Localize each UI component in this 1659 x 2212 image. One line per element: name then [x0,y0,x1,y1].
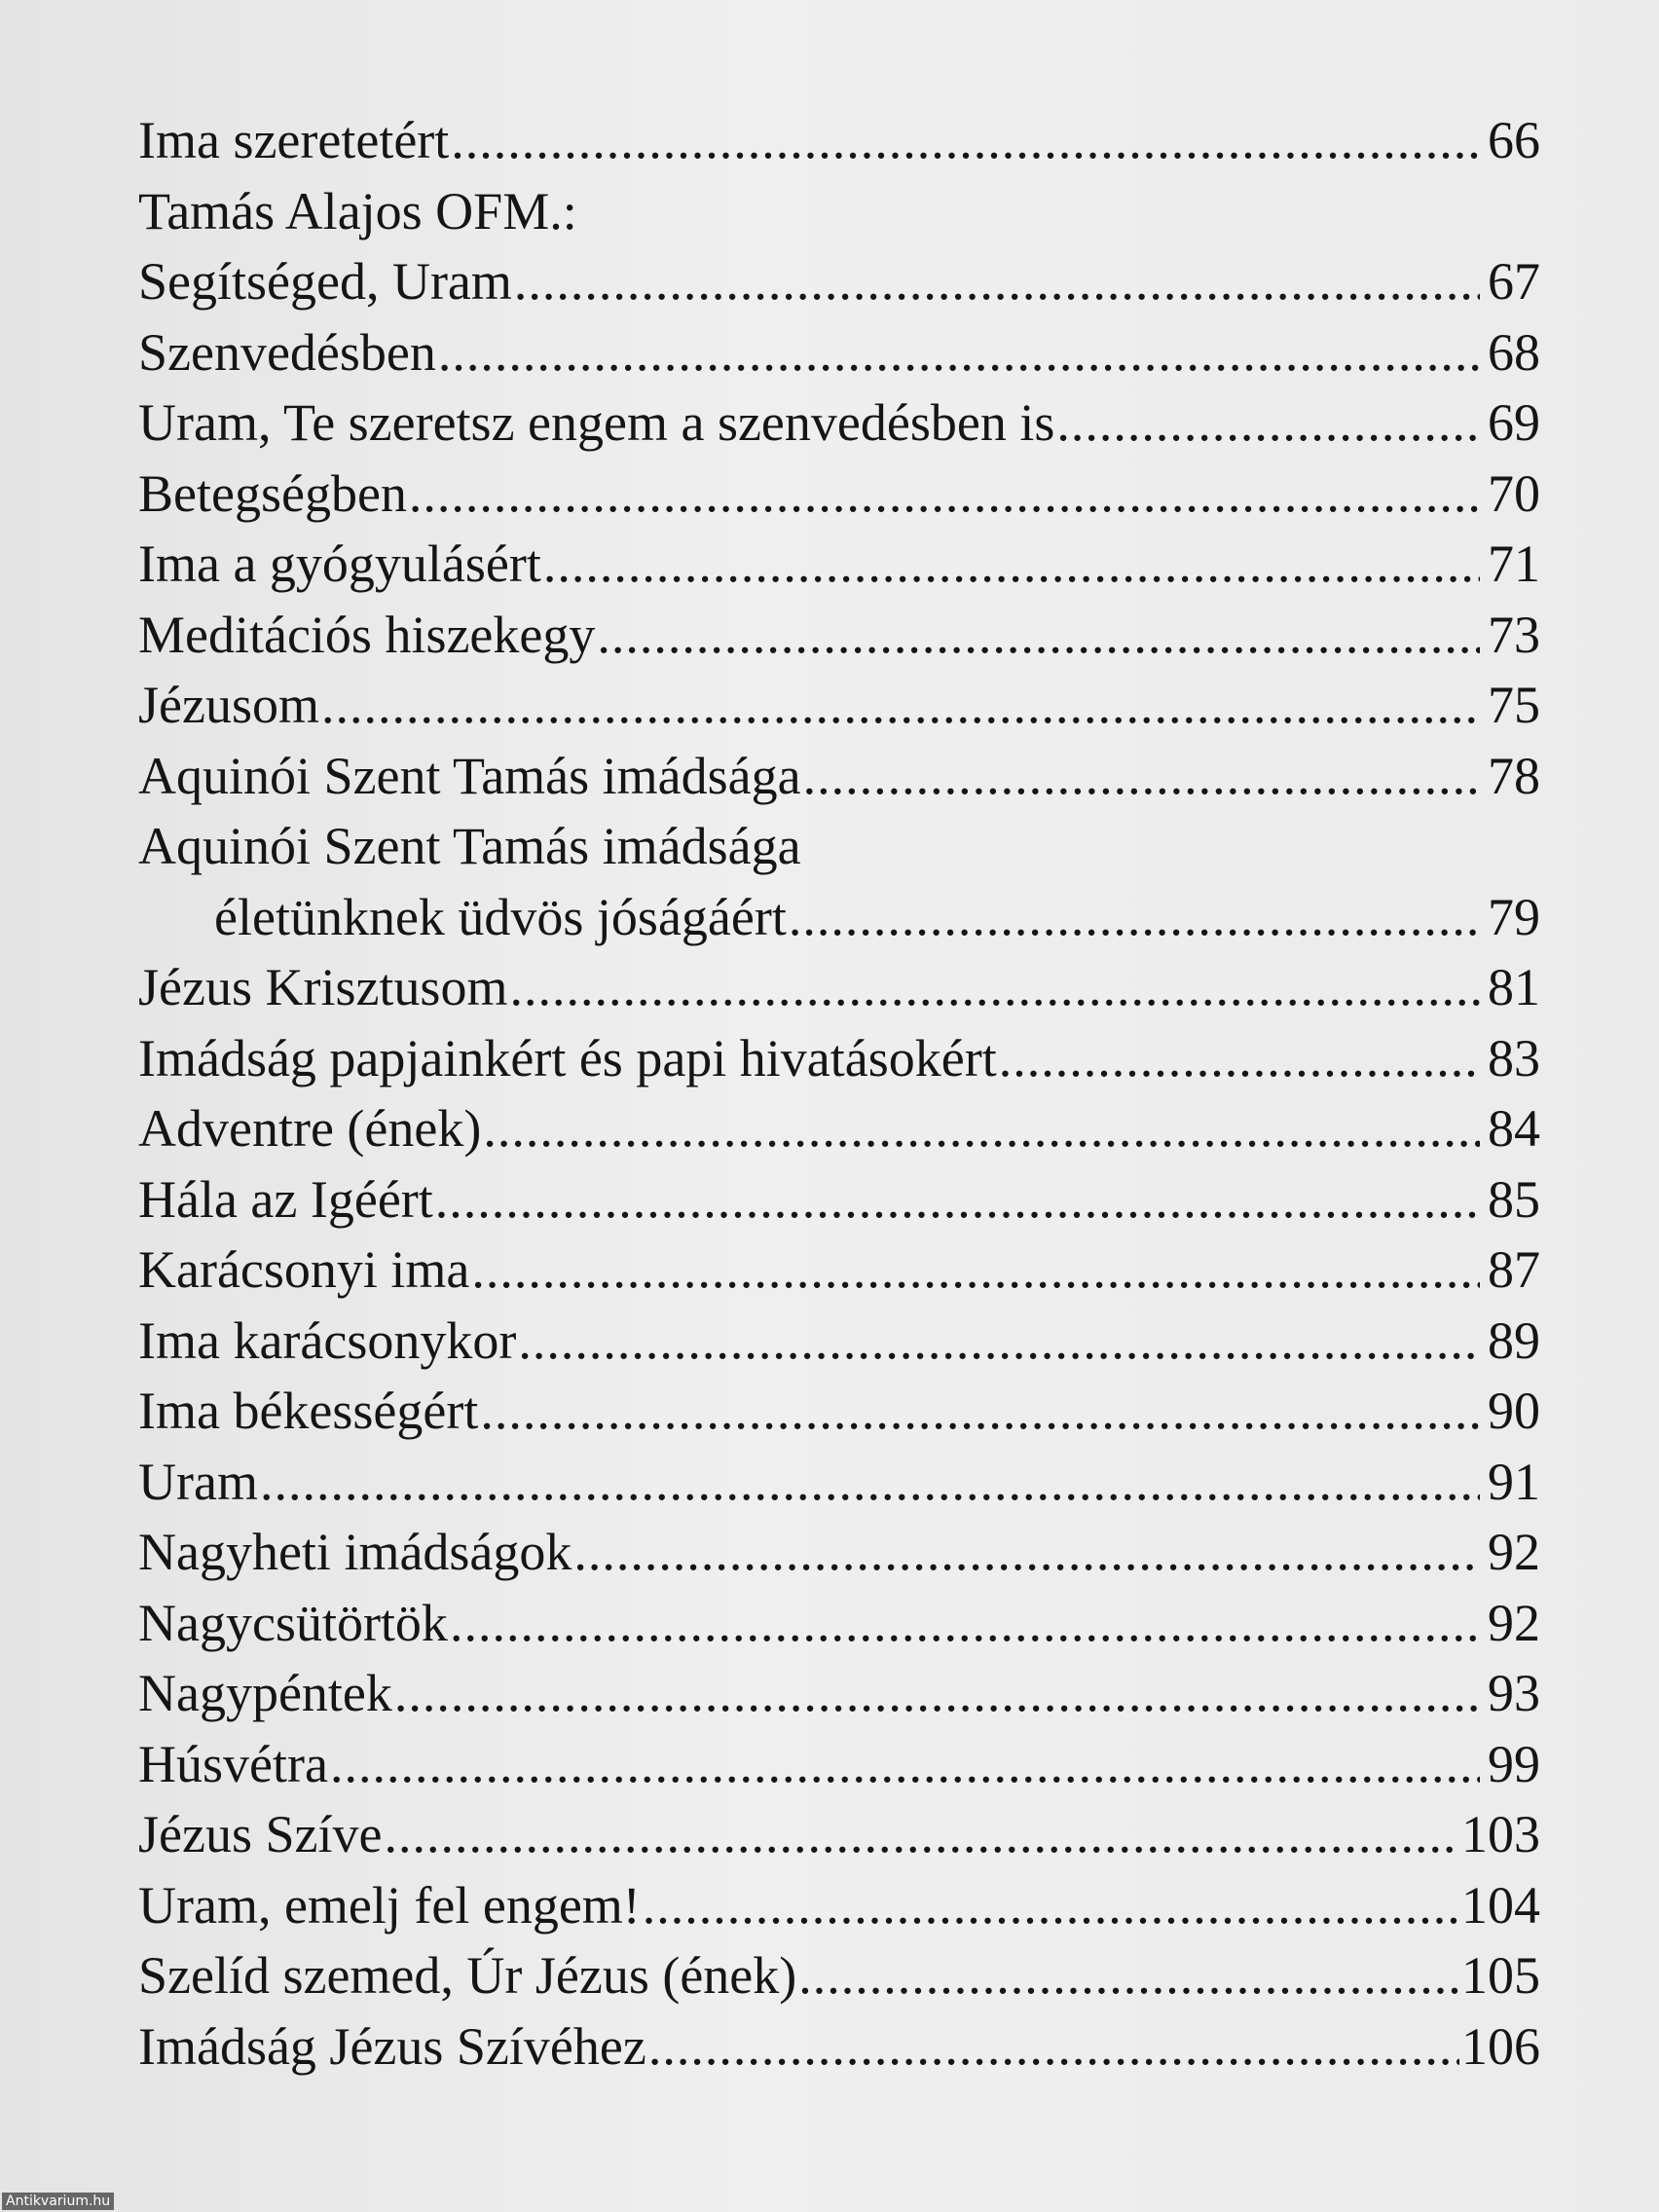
toc-title: Szenvedésben [138,322,436,382]
toc-page-number: 81 [1488,958,1540,1016]
toc-title: Imádság Jézus Szívéhez [138,2016,646,2076]
toc-page-number: 92 [1488,1523,1540,1581]
toc-entry [138,1023,1540,1094]
dot-leader [999,1023,1480,1094]
toc-page-number: 92 [1488,1593,1540,1652]
toc-page-number: 78 [1488,746,1540,805]
toc-entry [138,1940,1540,2011]
toc-page-number: 75 [1488,676,1540,734]
dot-leader [471,1235,1480,1306]
toc-page-number: 73 [1488,605,1540,664]
toc-title: Aquinói Szent Tamás imádsága [138,817,801,875]
dot-leader [543,529,1480,600]
dot-leader [514,246,1480,317]
toc-page-number: 71 [1488,535,1540,593]
dot-leader [409,459,1480,530]
toc-page-number: 66 [1488,111,1540,169]
toc-entry [138,105,1540,176]
toc-entry [138,1799,1540,1870]
toc-page-number: 93 [1488,1664,1540,1722]
toc-title: Imádság papjainkért és papi hivatásokért [138,1028,997,1088]
toc-page-number: 84 [1488,1099,1540,1158]
toc-title: Jézus Szíve [138,1805,383,1863]
toc-entry [138,1093,1540,1164]
dot-leader [394,1658,1480,1729]
toc-page-number: 104 [1461,1875,1540,1935]
dot-leader [509,952,1480,1023]
dot-leader [798,1940,1459,2011]
toc-page-number: 70 [1488,463,1540,523]
toc-entry [138,529,1540,600]
toc-entry [138,670,1540,741]
toc-author: Tamás Alajos OFM.: [138,181,577,240]
dot-leader [518,1306,1480,1377]
toc-author-line [138,176,1540,247]
dot-leader [451,105,1480,176]
toc-entry [138,741,1540,812]
toc-title: Ima a gyógyulásért [138,535,541,593]
toc-title: Jézusom [138,676,319,734]
toc-page-number: 106 [1461,2016,1540,2076]
toc-entry [138,459,1540,530]
toc-title: Hála az Igéért [138,1169,433,1229]
dot-leader [384,1799,1459,1870]
toc-title: Aquinói Szent Tamás imádsága [138,746,801,805]
toc-title: életünknek üdvös jóságáért [214,887,787,946]
toc-title: Adventre (ének) [138,1099,482,1158]
dot-leader [643,1870,1459,1941]
toc-entry [138,1447,1540,1518]
dot-leader [789,882,1480,953]
toc-entry [138,317,1540,388]
toc-page-number: 90 [1488,1382,1540,1440]
toc-title: Nagypéntek [138,1664,392,1722]
toc-entry [138,1164,1540,1235]
toc-page-number: 67 [1488,252,1540,311]
toc-page-number: 69 [1488,393,1540,452]
dot-leader [1056,387,1480,459]
toc-title: Szelíd szemed, Úr Jézus (ének) [138,1946,797,2005]
toc-entry [138,1376,1540,1447]
dot-leader [438,317,1480,388]
toc-entry [138,1729,1540,1800]
dot-leader [435,1164,1480,1235]
toc-page-number: 79 [1488,887,1540,946]
dot-leader [260,1447,1480,1518]
toc-title: Uram, Te szeretsz engem a szenvedésben is [138,393,1055,452]
toc-page-number: 99 [1488,1734,1540,1793]
toc-page-number: 87 [1488,1240,1540,1299]
dot-leader [450,1588,1480,1659]
toc-entry [138,1588,1540,1659]
toc-page-number: 105 [1461,1946,1540,2005]
toc-entry-first-line [138,811,1540,882]
dot-leader [483,1093,1480,1164]
dot-leader [330,1729,1480,1800]
toc-entry [138,1306,1540,1377]
dot-leader [480,1376,1480,1447]
toc-page-number: 103 [1461,1805,1540,1863]
dot-leader [321,670,1480,741]
toc-title: Ima békességért [138,1382,479,1440]
toc-entry [138,1517,1540,1588]
toc-entry [138,387,1540,459]
toc-page-number: 91 [1488,1452,1540,1511]
toc-entry [138,1870,1540,1941]
source-watermark: Antikvarium.hu [2,2193,114,2210]
toc-title: Nagyheti imádságok [138,1523,572,1581]
toc-page-number: 68 [1488,322,1540,382]
toc-title: Uram [138,1452,258,1511]
toc-entry [138,952,1540,1023]
toc-entry [138,600,1540,671]
toc-title: Karácsonyi ima [138,1240,470,1299]
table-of-contents [138,105,1540,2082]
toc-title: Betegségben [138,463,407,523]
dot-leader [573,1517,1480,1588]
toc-entry [138,1658,1540,1729]
dot-leader [597,600,1480,671]
dot-leader [648,2011,1459,2083]
toc-title: Meditációs hiszekegy [138,605,596,664]
dot-leader [803,741,1480,812]
toc-entry [138,2011,1540,2083]
toc-title: Húsvétra [138,1734,328,1793]
toc-page-number: 83 [1488,1028,1540,1088]
toc-page-number: 89 [1488,1310,1540,1370]
toc-title: Segítséged, Uram [138,252,512,311]
toc-entry [138,246,1540,317]
toc-title: Nagycsütörtök [138,1593,448,1652]
toc-title: Ima karácsonykor [138,1310,517,1370]
toc-entry [138,1235,1540,1306]
toc-title: Ima szeretetért [138,111,450,169]
toc-entry-continuation [138,882,1540,953]
toc-title: Uram, emelj fel engem! [138,1875,641,1935]
toc-page-number: 85 [1488,1169,1540,1229]
toc-title: Jézus Krisztusom [138,958,508,1016]
